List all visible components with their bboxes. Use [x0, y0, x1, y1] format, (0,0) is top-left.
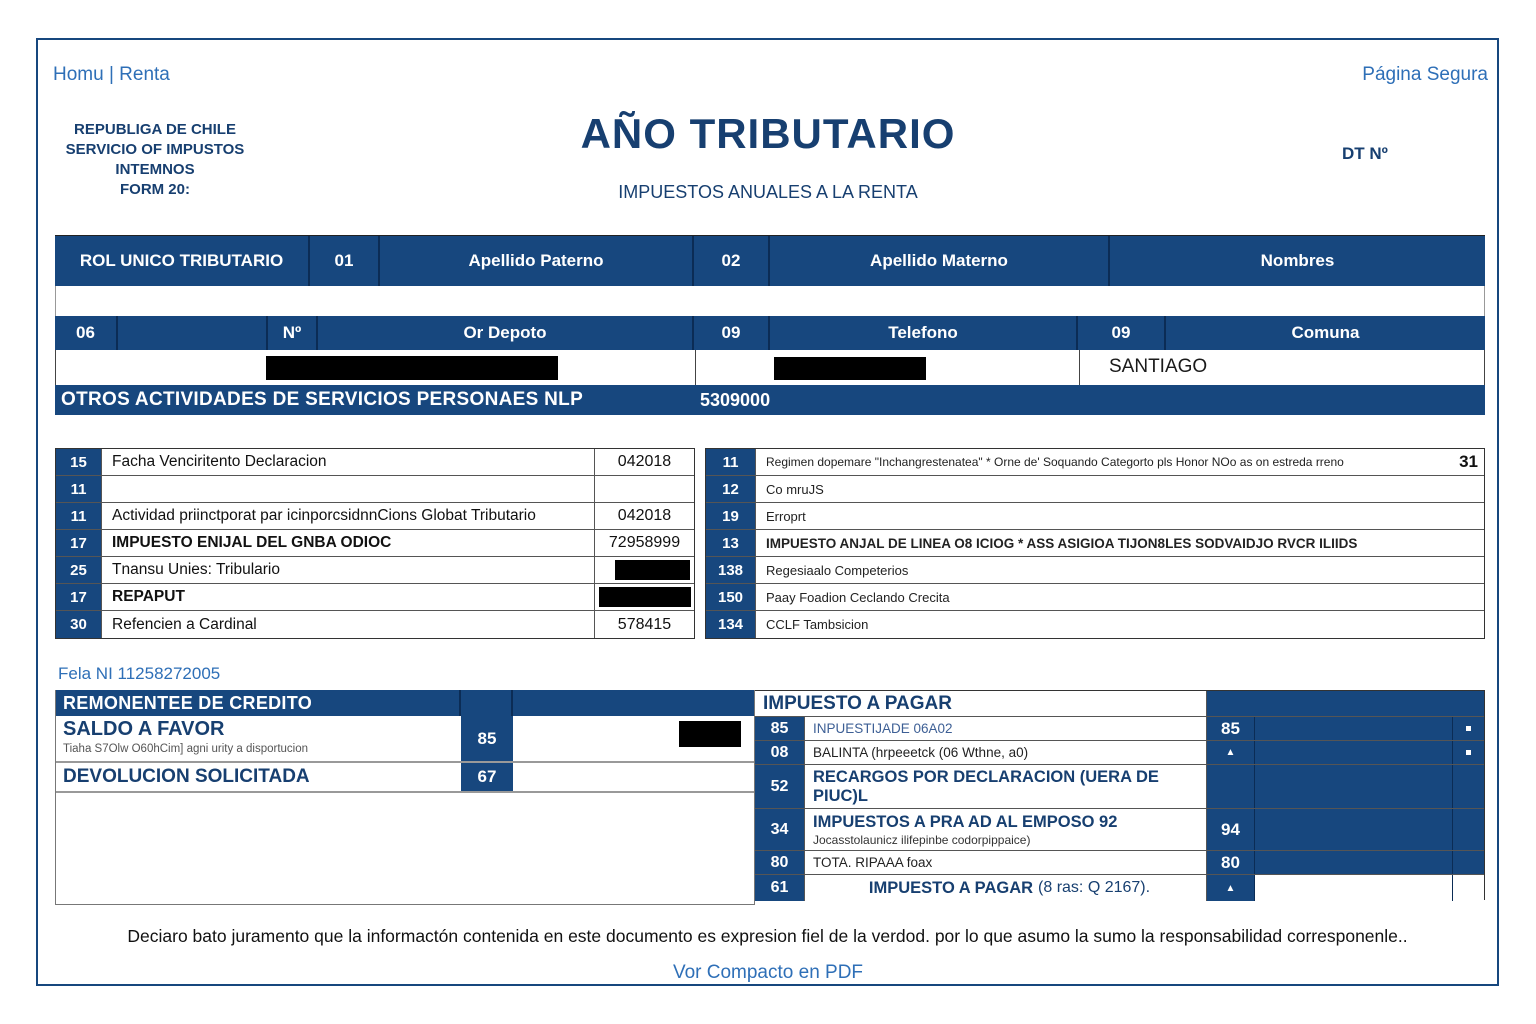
table-row	[706, 476, 1484, 503]
row-code: 19	[706, 503, 756, 529]
row-code: 34	[755, 809, 805, 850]
numero-header-cell: Nº	[268, 316, 318, 350]
credit-panel-header	[56, 690, 754, 716]
row-label-text: Regimen dopemare "Inchangrestenatea" * Orne de' Soquando Categorto pls Honor NOo as on estreda rreno	[766, 455, 1344, 469]
activity-banner	[55, 385, 1485, 415]
agency-line-1: REPUBLIGA DE CHILE	[74, 121, 236, 138]
page-subtitle: IMPUESTOS ANUALES A LA RENTA	[618, 182, 918, 202]
comuna-header: Comuna	[1291, 323, 1360, 342]
row-label: Refencien a Cardinal	[102, 611, 594, 638]
credit-header-value-cell	[513, 690, 754, 716]
row-label: CCLF Tambsicion	[756, 611, 1484, 638]
activity-label: OTROS ACTIVIDADES DE SERVICIOS PERSONAES NLP	[61, 389, 584, 410]
taxpayer-identity-table	[55, 235, 1485, 415]
table-row	[56, 557, 694, 584]
row-code: 13	[706, 530, 756, 556]
row-label	[805, 741, 1207, 764]
row-right-code: 94	[1207, 809, 1255, 850]
row-label	[805, 875, 1207, 901]
saldo-a-favor-row	[56, 716, 754, 763]
pay-header-blue-area	[1207, 691, 1484, 716]
row-label: Tnansu Unies: Tribulario	[102, 557, 594, 583]
pay-row-52	[755, 765, 1484, 809]
row-label-text: TOTA. RIPAAA foax	[813, 855, 933, 870]
row-code: 52	[755, 765, 805, 808]
value-row-divider-1	[695, 350, 696, 385]
impuesto-a-pagar-panel	[755, 690, 1485, 900]
pay-row-80	[755, 851, 1484, 875]
row-label-text: RECARGOS POR DECLARACION (UERA DE PIUC)L	[813, 767, 1159, 805]
dot-cell	[1453, 809, 1484, 850]
row-right-code	[1207, 765, 1255, 808]
folio-number: Fela NI 11258272005	[58, 664, 221, 683]
row-code: 85	[755, 717, 805, 740]
row-label: Regesiaalo Competerios	[756, 557, 1484, 583]
row-label	[102, 476, 594, 502]
table-row	[706, 584, 1484, 611]
row-code: 138	[706, 557, 756, 583]
pay-row-08	[755, 741, 1484, 765]
row-value-cell	[1255, 809, 1453, 850]
row-code: 11	[56, 476, 102, 502]
page-title: AÑO TRIBUTARIO	[580, 110, 956, 157]
devolucion-label-cell	[56, 763, 461, 791]
nombres-header: Nombres	[1260, 251, 1335, 270]
dot-cell	[1453, 741, 1484, 764]
credit-panel-title: REMONENTEE DE CREDITO	[56, 690, 461, 716]
redacted-saldo-value	[679, 721, 741, 747]
comuna-value: SANTIAGO	[1109, 356, 1208, 377]
redacted-value	[599, 587, 691, 607]
row-label-text: IMPUESTO A PAGAR	[868, 878, 1034, 897]
dot-cell	[1453, 717, 1484, 740]
row-label: Co mruJS	[756, 476, 1484, 502]
row-label	[805, 809, 1207, 850]
row-value: 042018	[594, 503, 694, 529]
devolucion-value-cell	[513, 763, 754, 791]
redacted-value	[615, 560, 690, 580]
or-depoto-header: Or Depoto	[318, 316, 694, 350]
row-value	[594, 557, 694, 583]
identity-header-row-1	[55, 236, 1485, 286]
identity-header-row-2	[55, 316, 1485, 350]
redacted-telefono-value	[774, 357, 926, 380]
value-row-divider-2	[1079, 350, 1080, 385]
white-square-dot-icon	[1466, 726, 1471, 731]
row-label	[805, 765, 1207, 808]
row-code: 11	[706, 449, 756, 475]
row-code: 15	[56, 449, 102, 475]
left-detail-table	[55, 448, 695, 639]
row-right-code: 85	[1207, 717, 1255, 740]
pay-row-61	[755, 875, 1484, 901]
row-value-cell	[1255, 717, 1453, 740]
row-label: IMPUESTO ENIJAL DEL GNBA ODIOC	[102, 530, 594, 556]
identity-values-row-2	[55, 350, 1485, 385]
row-label-suffix: (8 ras: Q 2167).	[1038, 879, 1151, 896]
row-value: 578415	[594, 611, 694, 638]
devolucion-row	[56, 763, 754, 793]
row-label: IMPUESTO ANJAL DE LINEA O8 ICIOG * ASS ASIGIOA TIJON8LES SODVAIDJO RVCR ILIIDS	[756, 530, 1484, 556]
row-code: 11	[56, 503, 102, 529]
table-row	[56, 449, 694, 476]
row-value	[594, 584, 694, 610]
breadcrumb-home-renta-link[interactable]: Homu | Renta	[53, 64, 170, 85]
agency-line-3: INTEMNOS	[115, 161, 195, 178]
secure-page-link[interactable]: Página Segura	[1362, 64, 1488, 85]
row-value-cell	[1255, 741, 1453, 764]
pay-row-34	[755, 809, 1484, 851]
dot-cell	[1453, 875, 1484, 901]
table-row	[706, 530, 1484, 557]
row-value: 042018	[594, 449, 694, 475]
row-value: 31	[1459, 452, 1478, 471]
row-label-text: IMPUESTOS A PRA AD AL EMPOSO 92	[813, 812, 1118, 831]
credit-header-code-cell	[461, 690, 513, 716]
row-value-cell	[1255, 765, 1453, 808]
row-label: REPAPUT	[102, 584, 594, 610]
row-label: Erroprt	[756, 503, 1484, 529]
code-01-cell: 01	[310, 236, 380, 286]
telefono-header: Telefono	[770, 316, 1078, 350]
row-label-text: BALINTA (hrpeeetck (06 Wthne, a0)	[813, 745, 1029, 760]
dot-cell	[1453, 765, 1484, 808]
table-row	[706, 503, 1484, 530]
remanente-credito-panel	[55, 690, 755, 905]
table-row	[706, 557, 1484, 584]
row-right-code: 80	[1207, 851, 1255, 874]
apellido-materno-header: Apellido Materno	[770, 236, 1110, 286]
row-label: Actividad priinctporat par icinporcsidnnCions Globat Tributario	[102, 503, 594, 529]
agency-line-4: FORM 20:	[119, 181, 190, 198]
code-02-cell: 02	[694, 236, 770, 286]
saldo-code-box: 85	[461, 716, 513, 761]
row-code: 25	[56, 557, 102, 583]
table-row	[56, 584, 694, 611]
activity-code: 5309000	[700, 389, 771, 410]
table-row	[56, 530, 694, 557]
row-code: 12	[706, 476, 756, 502]
code-09-cell-b: 09	[1078, 316, 1166, 350]
row-label: Facha Venciritento Declaracion	[102, 449, 594, 475]
saldo-label: SALDO A FAVOR	[63, 718, 225, 740]
row-value	[594, 476, 694, 502]
agency-line-2: SERVICIO OF IMPUSTOS	[65, 141, 245, 158]
saldo-value-cell	[513, 716, 754, 761]
row-code: 61	[755, 875, 805, 901]
row-value-cell	[1255, 875, 1453, 901]
saldo-sublabel: Tiaha S7Olw O60hCim] agni urity a disportucion	[63, 743, 309, 755]
table-row	[706, 611, 1484, 638]
up-triangle-icon: ▲	[1207, 741, 1255, 764]
table-row	[56, 503, 694, 530]
pay-row-85	[755, 717, 1484, 741]
declaration-text: Deciaro bato juramento que la informactón contenida en este documento es expresion fiel de la verdod. por lo que asumo la sumo la responsabilidad corresponenle..	[127, 926, 1408, 946]
row-code: 08	[755, 741, 805, 764]
row-label	[805, 851, 1207, 874]
row-sublabel-text: Jocasstolaunicz ilifepinbe codorpippaice)	[813, 832, 1031, 847]
row-value: 72958999	[594, 530, 694, 556]
devolucion-code-box: 67	[461, 763, 513, 791]
table-row	[56, 476, 694, 503]
row-label: Paay Foadion Ceclando Crecita	[756, 584, 1484, 610]
row-label	[756, 449, 1484, 475]
saldo-label-cell	[56, 716, 461, 761]
white-square-dot-icon	[1466, 750, 1471, 755]
table-row	[706, 449, 1484, 476]
pay-panel-title: IMPUESTO A PAGAR	[755, 691, 1207, 716]
redacted-address-value	[266, 356, 558, 380]
devolucion-label: DEVOLUCION SOLICITADA	[63, 766, 310, 787]
row-code: 30	[56, 611, 102, 638]
row-code: 17	[56, 584, 102, 610]
dt-number-label: DT Nº	[1342, 144, 1388, 163]
row-code: 80	[755, 851, 805, 874]
row-code: 134	[706, 611, 756, 638]
row-label	[805, 717, 1207, 740]
up-triangle-icon: ▲	[1207, 875, 1255, 901]
table-row	[56, 611, 694, 638]
code-09-cell-a: 09	[694, 316, 770, 350]
dot-cell	[1453, 851, 1484, 874]
code-06-cell: 06	[55, 316, 118, 350]
right-detail-table	[705, 448, 1485, 639]
rut-header-cell: ROL UNICO TRIBUTARIO	[55, 236, 310, 286]
identity-values-row-1	[55, 286, 1485, 316]
blank-header-cell	[118, 316, 268, 350]
row-code: 150	[706, 584, 756, 610]
apellido-paterno-header: Apellido Paterno	[380, 236, 694, 286]
row-value-cell	[1255, 851, 1453, 874]
pay-panel-header	[755, 691, 1484, 717]
pdf-compact-link[interactable]: Vor Compacto en PDF	[672, 962, 864, 983]
row-code: 17	[56, 530, 102, 556]
row-label-text: INPUESTIJADE 06A02	[813, 721, 953, 736]
